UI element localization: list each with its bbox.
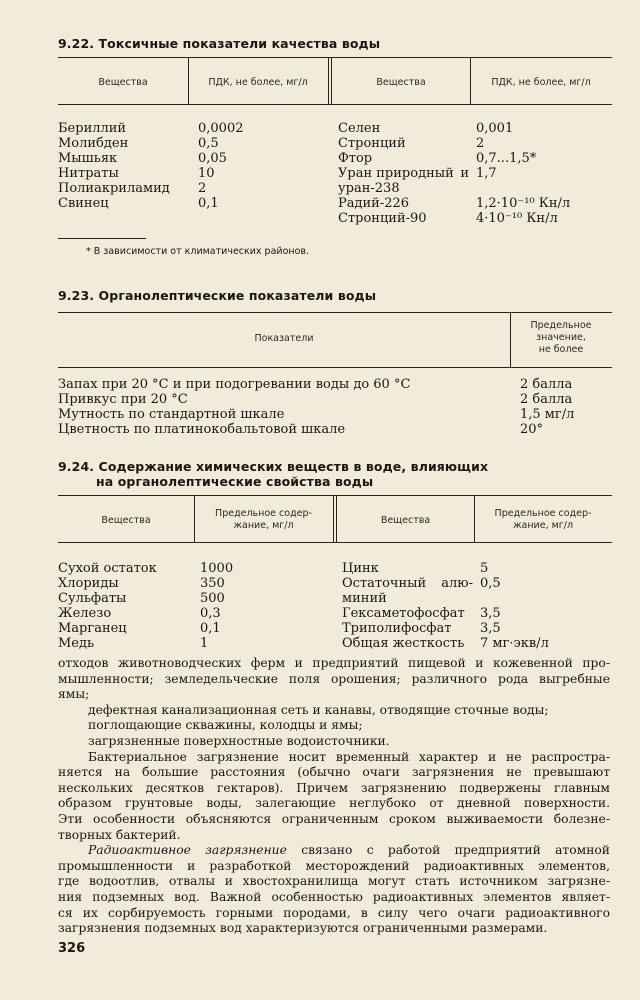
table-cell: Мышьяк bbox=[58, 151, 118, 166]
table-cell: 2 балла bbox=[520, 392, 573, 407]
text-run: связано с работой предприятий атомной bbox=[286, 843, 610, 858]
table-cell: 2 bbox=[476, 136, 485, 151]
table-cell: Фтор bbox=[338, 151, 373, 166]
table-9-22-right-names bbox=[338, 121, 469, 226]
table-9-22-right-values bbox=[476, 121, 610, 226]
table-9-24-right-names bbox=[342, 561, 473, 651]
header-limit-line: Предельное содер- bbox=[494, 508, 592, 519]
table-cell: 1,7 bbox=[476, 166, 497, 181]
table-cell: 0,1 bbox=[200, 621, 221, 636]
text-line: ся их сорбируемость горными породами, в силу чего очаги радиоактивного bbox=[58, 905, 610, 920]
table-cell: Радий-226 bbox=[338, 196, 410, 211]
table-cell: Селен bbox=[338, 121, 381, 136]
table-cell: Свинец bbox=[58, 196, 109, 211]
table-header-rule bbox=[58, 367, 612, 368]
header-limit-value bbox=[511, 320, 611, 356]
table-9-22-title: 9.22. Токсичные показатели качества воды bbox=[58, 36, 381, 51]
text-line: творных бактерий. bbox=[58, 827, 181, 842]
table-cell bbox=[480, 591, 610, 606]
table-cell-part: алю- bbox=[441, 576, 473, 591]
table-cell: 0,0002 bbox=[198, 121, 244, 136]
table-9-24-title bbox=[58, 459, 488, 489]
header-substance: Вещества bbox=[98, 77, 148, 88]
header-limit-line: не более bbox=[538, 344, 584, 355]
header-limit-line: жание, мг/л bbox=[512, 520, 574, 531]
table-cell: 350 bbox=[200, 576, 225, 591]
table-cell: 2 балла bbox=[520, 377, 573, 392]
table-cell: миний bbox=[342, 591, 387, 606]
table-9-22-left-names bbox=[58, 121, 188, 211]
text-line: ямы; bbox=[58, 687, 90, 702]
table-cell: 7 мг·экв/л bbox=[480, 636, 549, 651]
table-9-24-right-values bbox=[480, 561, 610, 651]
table-9-23-title: 9.23. Органолептические показатели воды bbox=[58, 288, 377, 303]
table-9-24-title-line: 9.24. Содержание химических веществ в воде, влияющих bbox=[58, 459, 489, 474]
table-cell: Стронций bbox=[338, 136, 406, 151]
table-cell: 1,5 мг/л bbox=[520, 407, 575, 422]
text-line: промышленности и разработкой месторождений радиоактивных элементов, bbox=[58, 858, 610, 873]
header-pdk: ПДК, не более, мг/л bbox=[491, 77, 591, 88]
table-cell: Гексаметофосфат bbox=[342, 606, 465, 621]
table-cell: 500 bbox=[200, 591, 225, 606]
text-line: мышленности; земледельческие поля орошения; различного рода выгребные bbox=[58, 671, 610, 686]
table-cell-part: и bbox=[460, 166, 469, 181]
table-cell bbox=[338, 166, 469, 181]
table-cell: 0,001 bbox=[476, 121, 514, 136]
table-cell: Цветность по платинокобальтовой шкале bbox=[58, 422, 346, 437]
table-top-rule bbox=[58, 57, 612, 58]
header-substance: Вещества bbox=[101, 515, 151, 526]
text-line: нескольких десятков гектаров). Причем загрязнению подвержены главным bbox=[58, 780, 610, 795]
table-9-24-left-values bbox=[200, 561, 320, 651]
table-cell: 0,1 bbox=[198, 196, 219, 211]
table-cell: Марганец bbox=[58, 621, 127, 636]
table-cell: 3,5 bbox=[480, 606, 501, 621]
header-limit-line: Предельное содер- bbox=[215, 508, 312, 519]
table-cell bbox=[476, 181, 610, 196]
table-cell: Цинк bbox=[342, 561, 379, 576]
table-9-23-names bbox=[58, 377, 508, 437]
header-pdk: ПДК, не более, мг/л bbox=[208, 77, 308, 88]
text-line: ния подземных вод. Важной особенностью радиоактивных элементов являет- bbox=[58, 889, 610, 904]
list-item: дефектная канализационная сеть и канавы, отводящие сточные воды; bbox=[88, 702, 549, 717]
table-cell: Бериллий bbox=[58, 121, 127, 136]
text-line: няется на большие расстояния (обычно очаги загрязнения не превышают bbox=[58, 765, 610, 780]
table-top-rule bbox=[58, 312, 612, 313]
list-item: загрязненные поверхностные водоисточники. bbox=[88, 733, 390, 748]
body-text bbox=[58, 656, 610, 937]
header-limit-line: значение, bbox=[536, 332, 586, 343]
table-cell: Нитраты bbox=[58, 166, 119, 181]
table-cell: Привкус при 20 °С bbox=[58, 392, 188, 407]
table-cell: Сухой остаток bbox=[58, 561, 157, 576]
table-header-rule bbox=[58, 104, 612, 105]
footnote: * В зависимости от климатических районов. bbox=[86, 246, 310, 257]
table-cell: Запах при 20 °С и при подогревании воды до 60 °С bbox=[58, 377, 411, 392]
table-cell-part: Остаточный bbox=[342, 576, 427, 591]
table-cell: 0,5 bbox=[198, 136, 219, 151]
table-cell bbox=[342, 576, 473, 591]
table-cell: 1 bbox=[200, 636, 209, 651]
table-cell: Молибден bbox=[58, 136, 129, 151]
text-line bbox=[58, 843, 610, 859]
text-line: загрязнения подземных вод характеризуются ограниченными размерами. bbox=[58, 921, 548, 936]
table-cell: Железо bbox=[58, 606, 112, 621]
table-cell: Триполифосфат bbox=[342, 621, 452, 636]
text-line: Бактериальное загрязнение носит временный характер и не распростра- bbox=[88, 749, 610, 764]
page-number: 326 bbox=[58, 941, 86, 956]
table-header-rule bbox=[58, 542, 612, 543]
table-cell: Медь bbox=[58, 636, 95, 651]
table-cell-part: Уран природный bbox=[338, 166, 454, 181]
table-cell: 1000 bbox=[200, 561, 234, 576]
text-line: образом грунтовые воды, залегающие неглубоко от дневной поверхности. bbox=[58, 796, 610, 811]
table-cell: Сульфаты bbox=[58, 591, 127, 606]
header-limit-line: Предельное bbox=[530, 320, 592, 331]
table-cell: 10 bbox=[198, 166, 215, 181]
table-9-23-values bbox=[520, 377, 610, 437]
table-cell: Мутность по стандартной шкале bbox=[58, 407, 285, 422]
table-9-22-left-values bbox=[198, 121, 318, 211]
footnote-rule bbox=[58, 238, 146, 239]
table-cell: Общая жесткость bbox=[342, 636, 465, 651]
list-item: поглощающие скважины, колодцы и ямы; bbox=[88, 718, 363, 733]
table-cell: 3,5 bbox=[480, 621, 501, 636]
table-cell: 0,7...1,5* bbox=[476, 151, 537, 166]
table-cell: Стронций-90 bbox=[338, 211, 427, 226]
table-9-24-left-names bbox=[58, 561, 194, 651]
table-9-24-title-line: на органолептические свойства воды bbox=[96, 474, 374, 489]
header-substance: Вещества bbox=[376, 77, 426, 88]
header-limit bbox=[474, 508, 612, 532]
header-limit bbox=[194, 508, 333, 532]
table-cell: 2 bbox=[198, 181, 207, 196]
table-cell: 0,5 bbox=[480, 576, 501, 591]
table-cell: Хлориды bbox=[58, 576, 119, 591]
table-cell: 1,2·10⁻¹⁰ Кн/л bbox=[476, 196, 571, 211]
italic-term: Радиоактивное загрязнение bbox=[88, 843, 287, 858]
table-cell: 0,05 bbox=[198, 151, 227, 166]
table-cell: 5 bbox=[480, 561, 489, 576]
table-cell: 4·10⁻¹⁰ Кн/л bbox=[476, 211, 558, 226]
text-line: отходов животноводческих ферм и предприятий пищевой и кожевенной про- bbox=[58, 656, 610, 670]
header-limit-line: жание, мг/л bbox=[233, 520, 294, 531]
header-substance: Вещества bbox=[380, 515, 431, 526]
table-cell: 20° bbox=[520, 422, 544, 437]
text-line: где водоотлив, отвалы и хвостохранилища могут стать источником загрязне- bbox=[58, 874, 610, 889]
text-line: Эти особенности объясняются ограниченным сроком выживаемости болезне- bbox=[58, 811, 610, 826]
table-cell: уран-238 bbox=[338, 181, 400, 196]
header-indicator: Показатели bbox=[254, 333, 314, 344]
table-cell: Полиакриламид bbox=[58, 181, 170, 196]
table-cell: 0,3 bbox=[200, 606, 221, 621]
